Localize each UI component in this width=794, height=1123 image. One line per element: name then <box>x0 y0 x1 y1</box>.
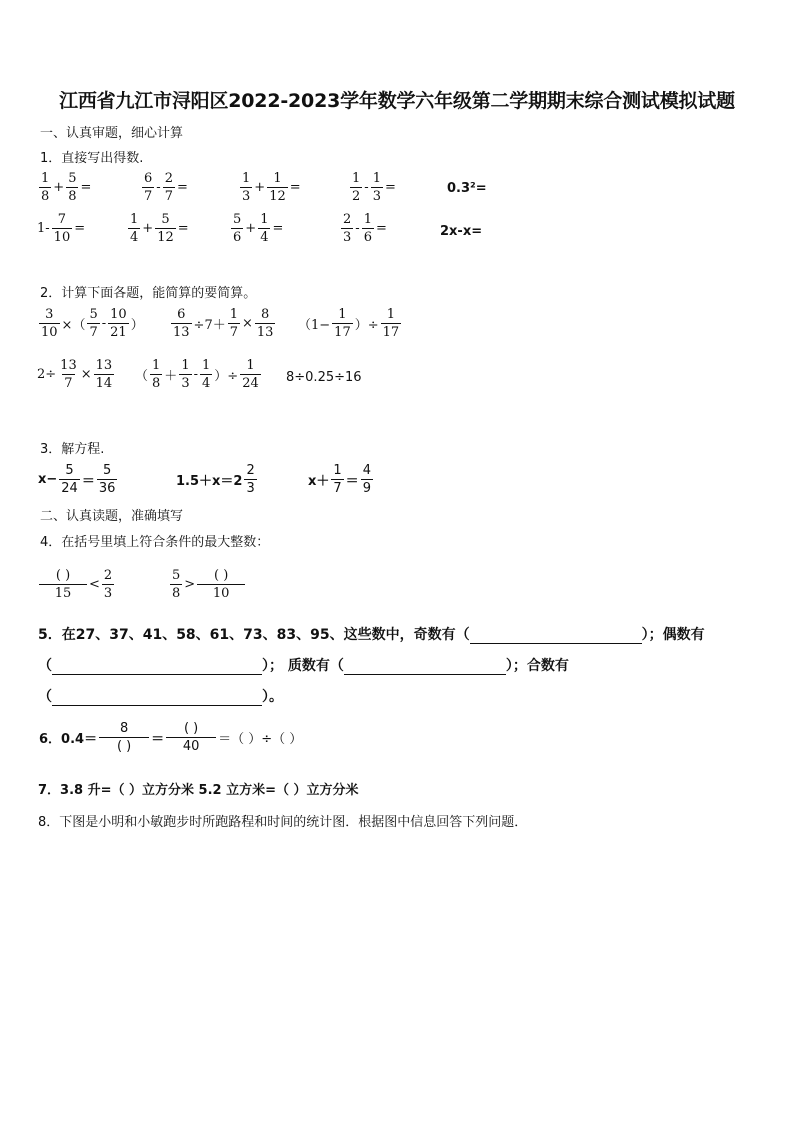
q1-r1-e4: 1 2 - $\frac{1}{3}$ = <box>352 171 396 204</box>
q3-label: 3．解方程. <box>40 442 105 457</box>
q5-odd-blank[interactable] <box>470 629 642 644</box>
section-2-heading: 二、认真读题，准确填写 <box>40 509 184 524</box>
q2-r1-e1: $\frac{3}{10}$ ×（ 5 7 - 10 21 ） <box>41 307 144 340</box>
q5-prime-blank[interactable] <box>344 660 506 675</box>
q1-r2-e3: 5 6 + $\frac{1}{4}$ = <box>233 212 284 245</box>
q1-r2-e2: 1 4 + $\frac{5}{12}$ = <box>130 212 189 245</box>
q8: 8．下图是小明和小敏跑步时所跑路程和时间的统计图．根据图中信息回答下列问题． <box>38 815 528 830</box>
q2-r2-e1: 2÷ $\frac{13}{7}$ × $\frac{13}{14}$ <box>37 358 113 391</box>
q3-e2: 1.5＋x＝2 2 3 <box>176 463 255 496</box>
page-title: 江西省九江市浔阳区2022-2023学年数学六年级第二学期期末综合测试模拟试题 <box>59 90 735 112</box>
q5-line2: （ ）； 质数有（ ）；合数有 <box>38 658 569 674</box>
q1-r1-e2: 6 7 - $\frac{2}{7}$ = <box>144 171 188 204</box>
q5-even-blank[interactable] <box>52 660 262 675</box>
q1-r1-e5: 0.3²= <box>447 181 487 196</box>
q2-label: 2．计算下面各题，能简算的要简算。 <box>40 286 257 301</box>
q2-r2-e3: 8÷0.25÷16 <box>286 370 362 385</box>
q4-e1: ( ) 15 < 2 3 <box>38 567 115 602</box>
q3-e3: x＋ 1 7 ＝ 4 9 <box>308 463 371 496</box>
q1-label: 1．直接写出得数. <box>40 151 144 166</box>
q1-r2-e4: 2 3 - $\frac{1}{6}$ = <box>343 212 387 245</box>
q1-r2-e1: 1- $\frac{7}{10}$ = <box>37 212 86 245</box>
section-1-heading: 一、认真审题，细心计算 <box>40 126 184 141</box>
q2-r2-e2: （ 1 8 ＋ 1 3 - 1 4 ）÷ $\frac{1}{24}$ <box>135 358 259 391</box>
q4-e2: 5 8 > ( ) 10 <box>169 567 246 602</box>
q1-r1-e1: 1 8 + $\frac{5}{8}$ = <box>41 171 92 204</box>
q2-r1-e2: $\frac{6}{13}$ ÷7＋ $\frac{1}{7}$ × $\frac{8}{13}$ <box>173 307 274 340</box>
q5-composite-blank[interactable] <box>52 691 262 706</box>
q7: 7．3.8 升=（ ）立方分米 5.2 立方米=（ ）立方分米 <box>38 783 359 798</box>
q1-r1-e3: 1 3 + $\frac{1}{12}$ = <box>242 171 301 204</box>
q1-r2-e5: 2x-x= <box>440 224 483 239</box>
q5-line3: （ ）。 <box>38 689 283 705</box>
q4-label: 4．在括号里填上符合条件的最大整数： <box>40 535 270 550</box>
q5-line1: 5．在27、37、41、58、61、73、83、95、这些数中，奇数有（ ）；偶数有 <box>38 627 705 643</box>
q2-r1-e3: （1− $\frac{1}{17}$ ）÷ $\frac{1}{17}$ <box>298 307 400 340</box>
q3-e1: x− $\frac{5}{24}$ ＝ 5 36 <box>38 463 116 496</box>
q6: 6．0.4＝ 8 ( ) ＝ ( ) 40 ＝（ ）÷（ ） <box>39 721 303 754</box>
